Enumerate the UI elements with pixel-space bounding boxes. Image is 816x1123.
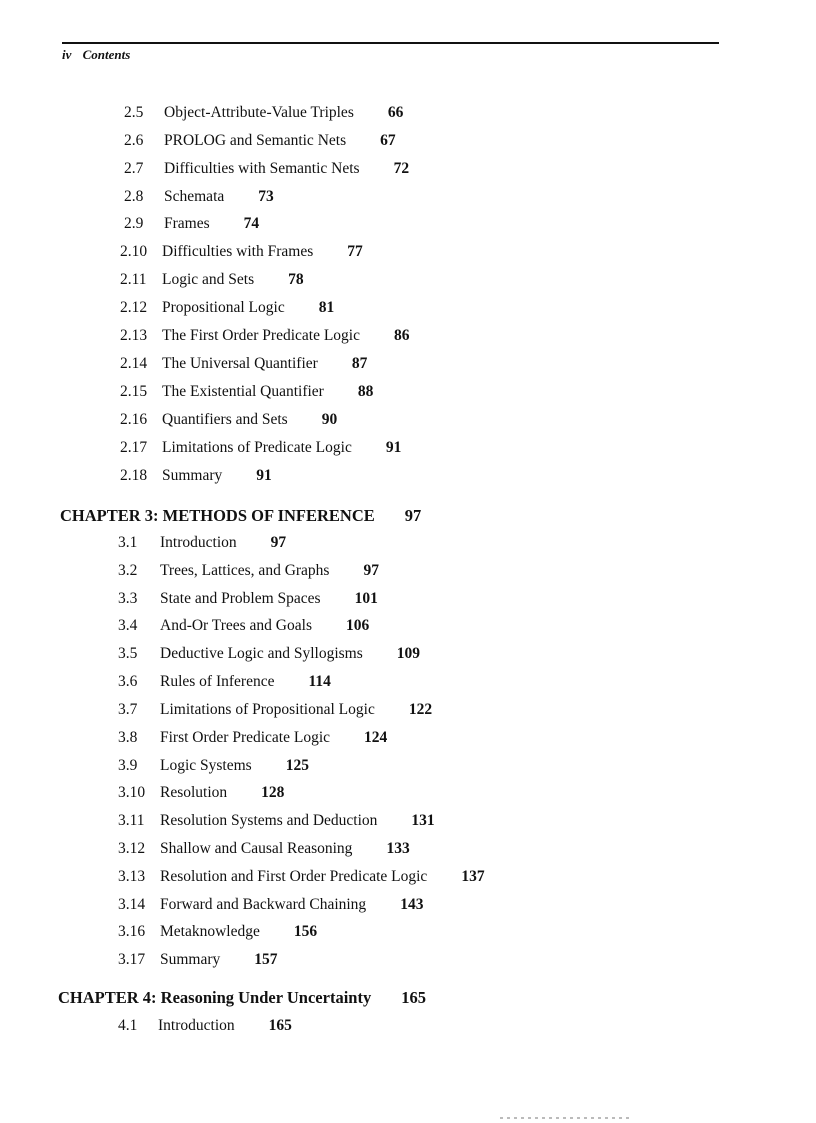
entry-title: Resolution [160, 784, 228, 801]
entry-page: 106 [345, 617, 370, 634]
entry-number: 3.1 [118, 534, 138, 551]
toc-entry[interactable] [118, 1016, 292, 1036]
entry-number: 3.11 [118, 812, 145, 829]
entry-page: 124 [364, 729, 388, 746]
entry-number: 2.14 [120, 355, 148, 372]
entry-number: 3.2 [118, 562, 138, 579]
toc-entry[interactable] [120, 326, 410, 346]
toc-entry[interactable] [118, 672, 331, 692]
entry-page: 87 [351, 355, 368, 372]
entry-page: 97 [270, 534, 287, 551]
entry-page: 157 [254, 951, 278, 968]
entry-number: 3.4 [118, 617, 138, 634]
entry-number: 2.17 [120, 439, 148, 456]
entry-page: 88 [357, 383, 374, 400]
entry-page: 125 [285, 757, 309, 774]
entry-title: First Order Predicate Logic [160, 729, 331, 746]
toc-entry[interactable] [118, 922, 317, 942]
entry-title: Difficulties with Frames [162, 243, 314, 260]
entry-page: 128 [261, 784, 285, 801]
entry-page: 91 [385, 439, 402, 456]
chapter-4-heading[interactable] [58, 987, 426, 1009]
entry-page: 90 [321, 411, 338, 428]
toc-entry[interactable] [118, 783, 284, 803]
toc-entry[interactable] [118, 895, 423, 915]
entry-number: 2.10 [120, 243, 148, 260]
entry-page: 156 [293, 923, 318, 940]
entry-page: 77 [347, 243, 363, 260]
toc-entry[interactable] [118, 644, 420, 664]
toc-entry[interactable] [118, 533, 286, 553]
toc-entry[interactable] [120, 382, 373, 402]
entry-number: 2.9 [124, 215, 144, 232]
toc-entry[interactable] [118, 756, 309, 776]
entry-title: Quantifiers and Sets [162, 411, 288, 428]
entry-page: 81 [318, 299, 335, 316]
entry-number: 3.10 [118, 784, 146, 801]
entry-page: 131 [411, 812, 435, 829]
entry-page: 114 [308, 673, 331, 690]
toc-entry[interactable] [118, 589, 378, 609]
entry-page: 78 [288, 271, 304, 288]
entry-number: 3.8 [118, 729, 138, 746]
entry-page: 122 [408, 701, 433, 718]
entry-number: 2.18 [120, 467, 148, 484]
entry-page: 109 [396, 645, 421, 662]
chapter-label: CHAPTER 3: [60, 506, 159, 525]
entry-number: 2.5 [124, 104, 144, 121]
toc-entry[interactable] [120, 242, 363, 262]
toc-entry[interactable] [118, 811, 435, 831]
entry-number: 2.11 [120, 271, 147, 288]
entry-number: 2.12 [120, 299, 148, 316]
entry-number: 3.6 [118, 673, 138, 690]
entry-title: Limitations of Propositional Logic [160, 701, 375, 718]
toc-entry[interactable] [124, 187, 274, 207]
entry-page: 67 [380, 132, 396, 149]
toc-entry[interactable] [120, 438, 401, 458]
entry-title: Forward and Backward Chaining [160, 896, 367, 913]
toc-entry[interactable] [118, 728, 387, 748]
toc-entry[interactable] [118, 616, 369, 636]
header-title: Contents [82, 47, 131, 62]
chapter-3-heading[interactable] [60, 505, 421, 527]
chapter-title: METHODS OF INFERENCE [162, 506, 375, 525]
entry-title: Object-Attribute-Value Triples [164, 104, 354, 121]
entry-number: 2.13 [120, 327, 148, 344]
entry-number: 2.8 [124, 188, 144, 205]
entry-page: 143 [400, 896, 424, 913]
toc-entry[interactable] [118, 700, 432, 720]
entry-title: And-Or Trees and Goals [160, 617, 312, 634]
header-page-number: iv [62, 47, 72, 62]
entry-page: 133 [386, 840, 410, 857]
toc-entry[interactable] [120, 298, 334, 318]
entry-number: 3.16 [118, 923, 146, 940]
entry-page: 165 [268, 1017, 292, 1034]
entry-number: 3.9 [118, 757, 138, 774]
entry-number: 3.13 [118, 868, 146, 885]
toc-entry[interactable] [120, 410, 337, 430]
toc-entry[interactable] [120, 354, 367, 374]
entry-page: 72 [393, 160, 410, 177]
toc-entry[interactable] [120, 466, 272, 486]
entry-title: Propositional Logic [162, 299, 285, 316]
entry-title: Summary [162, 467, 223, 484]
entry-title: Limitations of Predicate Logic [162, 439, 352, 456]
entry-title: The First Order Predicate Logic [162, 327, 360, 344]
entry-page: 73 [258, 188, 274, 205]
chapter-page: 165 [401, 988, 426, 1007]
entry-number: 3.12 [118, 840, 146, 857]
entry-page: 137 [461, 868, 485, 885]
entry-page: 91 [256, 467, 272, 484]
toc-entry[interactable] [118, 561, 379, 581]
entry-page: 86 [394, 327, 410, 344]
entry-page: 97 [363, 562, 379, 579]
entry-title: Metaknowledge [160, 923, 260, 940]
entry-page: 74 [243, 215, 260, 232]
entry-title: Introduction [160, 534, 237, 551]
entry-title: Resolution and First Order Predicate Logic [160, 868, 428, 885]
entry-number: 4.1 [118, 1017, 138, 1034]
entry-number: 3.3 [118, 590, 138, 607]
running-header [62, 47, 130, 63]
entry-title: Introduction [158, 1017, 235, 1034]
entry-title: Logic Systems [160, 757, 252, 774]
entry-title: Shallow and Causal Reasoning [160, 840, 353, 857]
entry-number: 3.17 [118, 951, 146, 968]
toc-entry[interactable] [124, 159, 409, 179]
toc-entry[interactable] [118, 839, 410, 859]
entry-title: Trees, Lattices, and Graphs [160, 562, 330, 579]
entry-number: 3.5 [118, 645, 138, 662]
entry-title: PROLOG and Semantic Nets [164, 132, 347, 149]
entry-title: Difficulties with Semantic Nets [164, 160, 360, 177]
entry-title: Resolution Systems and Deduction [160, 812, 378, 829]
toc-entry[interactable] [124, 131, 396, 151]
entry-title: Summary [160, 951, 221, 968]
entry-title: Rules of Inference [160, 673, 275, 690]
entry-page: 101 [354, 590, 378, 607]
entry-number: 3.14 [118, 896, 146, 913]
entry-title: The Universal Quantifier [162, 355, 318, 372]
scan-artifact [500, 1117, 630, 1119]
toc-entry[interactable] [120, 270, 304, 290]
entry-number: 3.7 [118, 701, 138, 718]
entry-page: 66 [387, 104, 404, 121]
chapter-title: Reasoning Under Uncertainty [160, 988, 372, 1007]
entry-title: The Existential Quantifier [162, 383, 324, 400]
entry-number: 2.16 [120, 411, 148, 428]
entry-title: Schemata [164, 188, 225, 205]
toc-entry[interactable] [124, 214, 259, 234]
chapter-page: 97 [404, 506, 422, 525]
entry-number: 2.6 [124, 132, 144, 149]
toc-entry[interactable] [118, 867, 485, 887]
header-rule [62, 42, 719, 44]
entry-title: State and Problem Spaces [160, 590, 321, 607]
entry-number: 2.7 [124, 160, 144, 177]
toc-entry[interactable] [124, 103, 403, 123]
entry-number: 2.15 [120, 383, 148, 400]
chapter-label: CHAPTER 4: [58, 988, 157, 1007]
toc-entry[interactable] [118, 950, 278, 970]
entry-title: Frames [164, 215, 210, 232]
entry-title: Logic and Sets [162, 271, 255, 288]
entry-title: Deductive Logic and Syllogisms [160, 645, 363, 662]
